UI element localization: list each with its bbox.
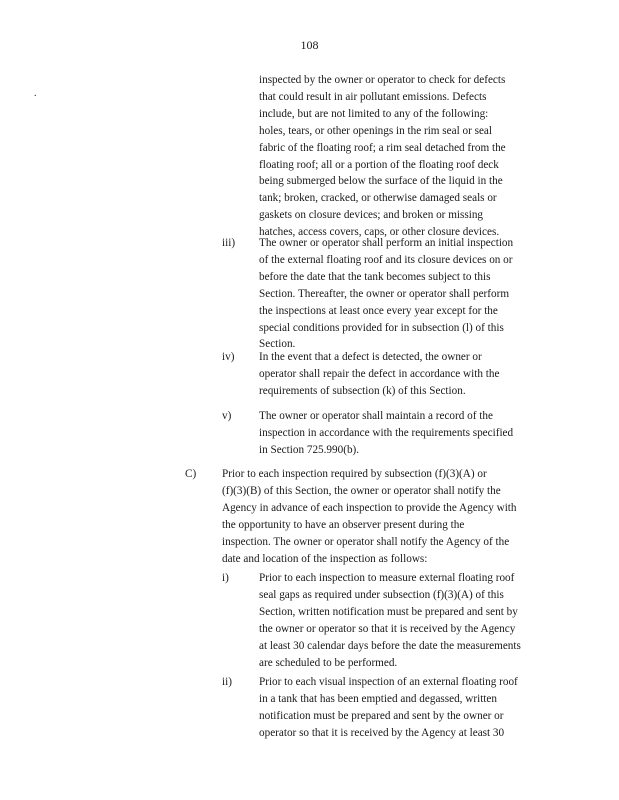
text-line: the owner or operator so that it is received by the Agency [259,622,516,635]
text-line: notification must be prepared and sent by the owner or [259,709,504,722]
text-line: the inspections at least once every year except for the [259,304,498,317]
item-i-paragraph [259,570,545,671]
text-line: The owner or operator shall maintain a record of the [259,410,493,422]
text-line: floating roof; all or a portion of the floating roof deck [259,158,499,171]
item-iv-paragraph [259,349,542,400]
text-line: (f)(3)(B) of this Section, the owner or operator shall notify the [222,484,501,497]
item-iii-paragraph [259,235,542,353]
item-label-C: C) [185,468,197,480]
item-label-ii: ii) [222,676,232,688]
text-line: gaskets on closure devices; and broken or missing [259,209,484,222]
text-line: Agency in advance of each inspection to provide the Agency with [222,501,517,514]
text-line: holes, tears, or other openings in the rim seal or seal [259,124,493,137]
text-line: of the external floating roof and its closure devices on or [259,253,513,266]
text-line: inspection. The owner or operator shall notify the Agency of the [222,535,510,548]
margin-mark: . [34,88,37,99]
text-line: the opportunity to have an observer present during the [222,518,465,531]
text-line: inspected by the owner or operator to check for defects [259,74,506,86]
text-line: that could result in air pollutant emissions. Defects [259,90,487,103]
text-line: hatches, access covers, caps, or other closure devices. [259,226,500,239]
text-line: Section. [259,338,296,351]
text-line: include, but are not limited to any of the following: [259,107,489,120]
text-line: Section, written notification must be prepared and sent by [259,605,518,618]
text-line: requirements of subsection (k) of this Section. [259,384,466,397]
page-number: 108 [300,38,319,52]
text-line: before the date that the tank becomes subject to this [259,270,491,283]
text-line: in Section 725.990(b). [259,443,360,456]
text-line: Prior to each inspection required by subsection (f)(3)(A) or [222,468,487,480]
text-line: operator shall repair the defect in accordance with the [259,367,500,380]
text-line: inspection in accordance with the requirements specified [259,426,514,439]
item-label-v: v) [222,410,232,422]
text-line: Prior to each visual inspection of an external floating roof [259,676,518,688]
item-C-paragraph [222,466,545,567]
text-line: special conditions provided for in subsection (l) of this [259,321,504,334]
text-line: The owner or operator shall perform an initial inspection [259,237,514,249]
text-line: operator so that it is received by the Agency at least 30 [259,726,505,739]
item-label-i: i) [222,572,229,584]
item-label-iii: iii) [222,237,236,249]
item-v-paragraph [259,408,542,459]
item-label-iv: iv) [222,351,235,363]
text-line: tank; broken, cracked, or otherwise damaged seals or [259,192,497,205]
text-line: being submerged below the surface of the liquid in the [259,175,503,188]
item-ii-paragraph [259,674,545,742]
text-line: seal gaps as required under subsection (f)(3)(A) of this [259,588,504,601]
text-line: Section. Thereafter, the owner or operator shall perform [259,287,510,300]
text-line: at least 30 calendar days before the date the measurements [259,639,521,652]
text-line: In the event that a defect is detected, the owner or [259,351,482,363]
text-line: are scheduled to be performed. [259,656,398,669]
text-line: Prior to each inspection to measure external floating roof [259,572,515,584]
continuation-paragraph [259,72,542,241]
text-line: date and location of the inspection as follows: [222,552,428,565]
text-line: in a tank that has been emptied and degassed, written [259,692,497,705]
text-line: fabric of the floating roof; a rim seal detached from the [259,141,506,154]
